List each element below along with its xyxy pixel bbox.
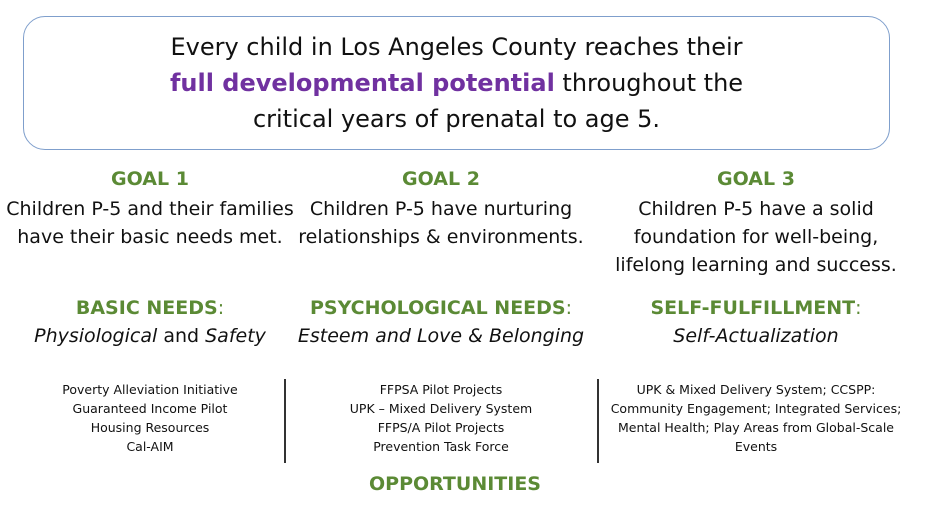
vision-line-2-rest: throughout the	[554, 69, 744, 97]
goal-1-need-sub-a: Physiological	[34, 325, 158, 347]
goal-2-column	[291, 167, 591, 251]
goal-3-need-label: SELF-FULFILLMENT	[650, 297, 856, 319]
opportunity-item: FFPSA Pilot Projects	[379, 382, 503, 397]
column-divider-1	[284, 379, 286, 463]
opportunity-item: Guaranteed Income Pilot	[72, 401, 228, 416]
goal-3-text: Children P-5 have a solid foundation for well-being, lifelong learning and success.	[615, 198, 897, 276]
vision-line-2	[24, 69, 889, 97]
goal-1-need-label: BASIC NEEDS	[75, 297, 218, 319]
goal-1-column	[0, 167, 300, 251]
opportunity-item: Poverty Alleviation Initiative	[62, 382, 238, 397]
goal-2-need-colon: :	[565, 297, 573, 319]
goal-1-text: Children P-5 and their families have their basic needs met.	[6, 198, 294, 248]
opportunity-item: Events	[734, 439, 778, 454]
opportunity-item: Cal-AIM	[126, 439, 174, 454]
opportunity-item: Prevention Task Force	[373, 439, 509, 454]
vision-line-1: Every child in Los Angeles County reaches their	[170, 33, 743, 61]
goal-1-opportunities	[0, 380, 300, 456]
goal-1-need-colon: :	[217, 297, 225, 319]
goal-2-title: GOAL 2	[402, 168, 480, 190]
goal-2-need-sub: Esteem and Love & Belonging	[297, 325, 585, 347]
opportunity-item: Mental Health; Play Areas from Global-Scale	[617, 420, 894, 435]
column-divider-2	[597, 379, 599, 463]
opportunity-item: FFPS/A Pilot Projects	[377, 420, 505, 435]
goal-1-needs	[0, 294, 300, 350]
goal-3-needs	[606, 294, 906, 350]
opportunity-item: UPK – Mixed Delivery System	[349, 401, 533, 416]
goal-2-opportunities	[291, 380, 591, 456]
goal-2-text: Children P-5 have nurturing relationships & environments.	[298, 198, 584, 248]
opportunity-item: UPK & Mixed Delivery System; CCSPP:	[636, 382, 876, 397]
opportunity-item: Community Engagement; Integrated Services;	[610, 401, 902, 416]
vision-statement-box	[23, 16, 890, 150]
goal-3-need-colon: :	[855, 297, 862, 319]
vision-line-3: critical years of prenatal to age 5.	[252, 105, 661, 133]
goal-3-opportunities	[606, 380, 906, 456]
goal-2-needs	[291, 294, 591, 350]
goal-1-need-sub-mid: and	[157, 325, 206, 347]
goal-3-title: GOAL 3	[717, 168, 795, 190]
goal-1-need-sub-b: Safety	[205, 325, 266, 347]
goal-1-need-sub	[0, 322, 300, 350]
vision-highlight: full developmental potential	[169, 69, 555, 97]
goal-2-need-label: PSYCHOLOGICAL NEEDS	[309, 297, 566, 319]
goal-3-need-sub: Self-Actualization	[673, 325, 839, 347]
opportunity-item: Housing Resources	[90, 420, 210, 435]
opportunities-title: OPPORTUNITIES	[369, 473, 541, 495]
goal-1-title: GOAL 1	[111, 168, 189, 190]
goal-3-column	[606, 167, 906, 279]
